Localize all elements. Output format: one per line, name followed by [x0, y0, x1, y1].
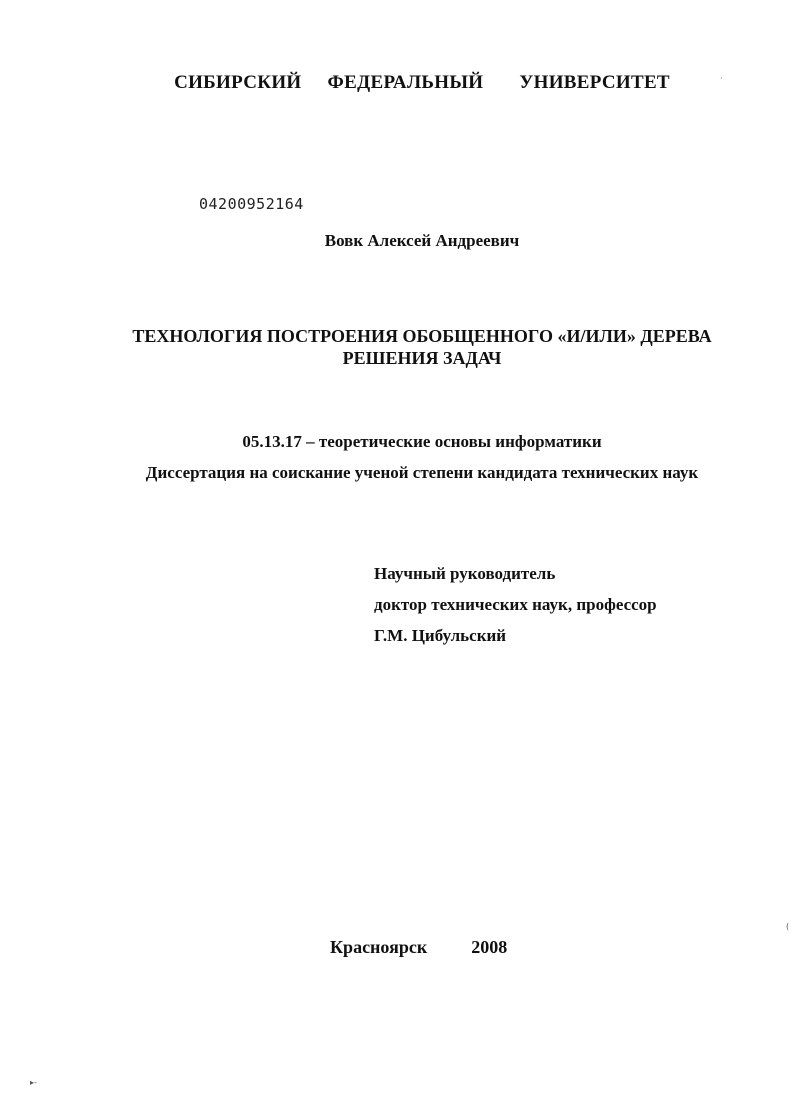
specialty-code: 05.13.17 – теоретические основы информатики — [242, 432, 602, 451]
university-name — [0, 72, 794, 94]
title-line-2: РЕШЕНИЯ ЗАДАЧ — [342, 348, 502, 368]
scan-speck: ( — [786, 922, 790, 931]
scan-speck: ▸- — [30, 1078, 37, 1087]
year: 2008 — [471, 937, 508, 957]
place-and-year — [330, 937, 507, 958]
university-word-2: ФЕДЕРАЛЬНЫЙ — [327, 72, 484, 93]
title-line-1: ТЕХНОЛОГИЯ ПОСТРОЕНИЯ ОБОБЩЕННОГО «И/ИЛИ» ДЕРЕВА — [132, 326, 712, 346]
supervisor-block — [374, 558, 657, 651]
supervisor-name: Г.М. Цибульский — [374, 626, 507, 645]
author-name: Вовк Алексей Андреевич — [324, 231, 520, 250]
supervisor-credentials: доктор технических наук, профессор — [374, 595, 657, 614]
university-word-1: СИБИРСКИЙ — [174, 72, 302, 93]
scan-speck: · — [720, 74, 723, 83]
supervisor-role: Научный руководитель — [374, 564, 556, 583]
university-word-3: УНИВЕРСИТЕТ — [519, 72, 670, 93]
document-code: 04200952164 — [199, 195, 304, 213]
dissertation-title — [0, 325, 794, 369]
degree-statement: Диссертация на соискание ученой степени кандидата технических наук — [145, 463, 699, 482]
city: Красноярск — [330, 937, 428, 957]
